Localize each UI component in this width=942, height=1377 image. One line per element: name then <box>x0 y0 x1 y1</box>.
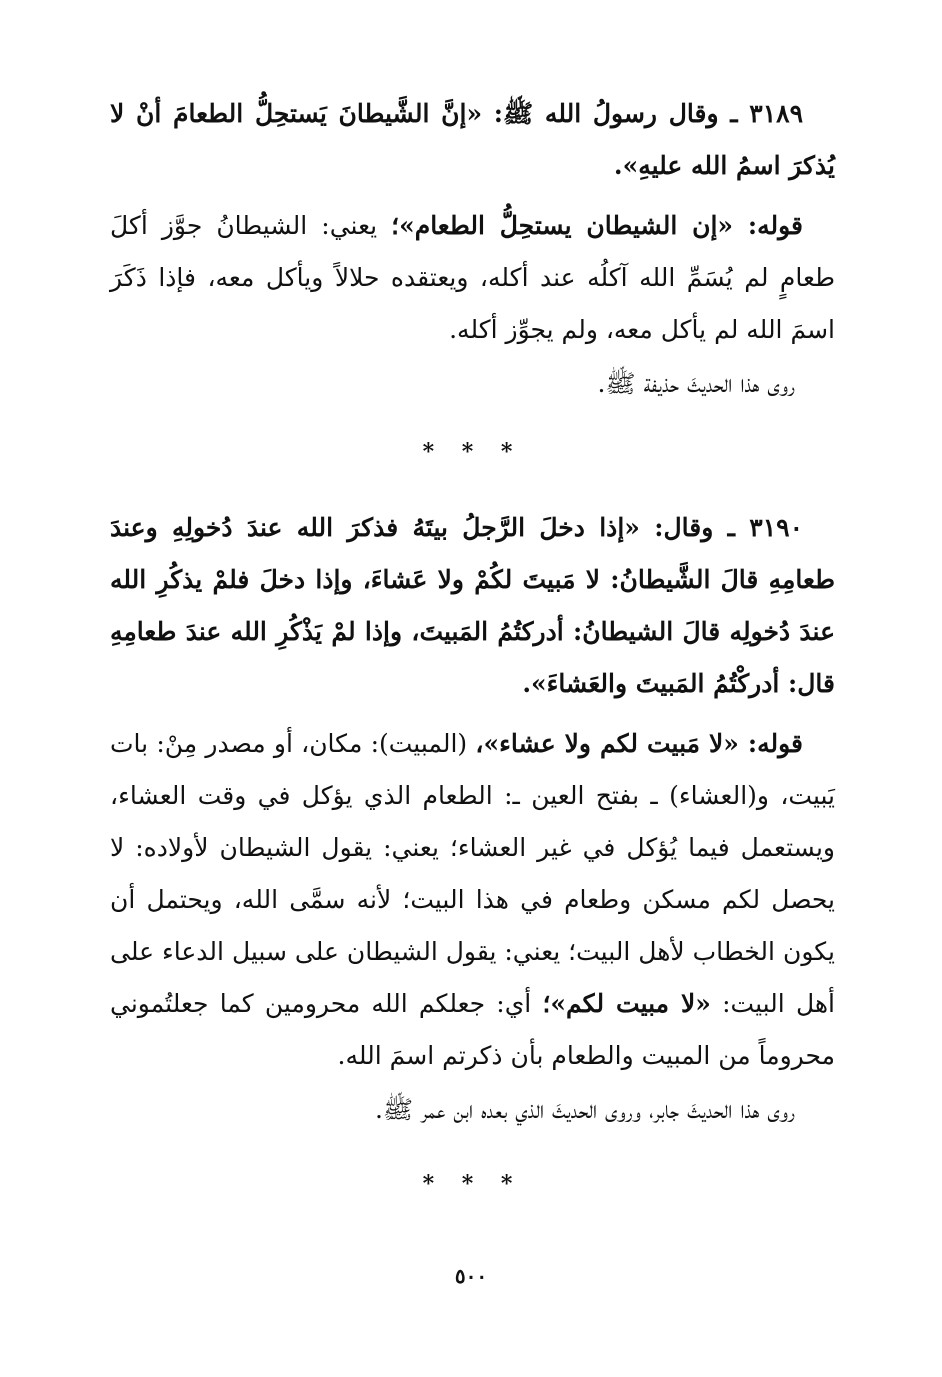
section-separator: * * * <box>422 439 523 465</box>
narrator-3189: روى هذا الحديثَ حذيفة ﷺ. <box>597 369 795 398</box>
section-separator: * * * <box>422 1171 523 1197</box>
commentary-3189-text: يعني: الشيطانُ جوَّز أكلَ طعامٍ لم يُسَمِّ الله آكلُه عند أكله، ويعتقده حلالاً ويأكل معه، فإذا ذَكَرَ اسمَ الله لم يأكل معه، ولم يجوِّز أكله. <box>110 211 835 344</box>
hadith-3190-text: ٣١٩٠ ـ وقال: «إذا دخلَ الرَّجلُ بيتَهُ فذكرَ الله عندَ دُخولِهِ وعندَ طعامِهِ قالَ الشَّيطانُ: لا مَبيتَ لكُمْ ولا عَشاءَ، وإذا دخلَ فلمْ يذكُرِ الله عندَ دُخولِه قالَ الشيطانُ: أدركتُمُ المَبيتَ، وإذا لمْ يَذْكُرِ الله عندَ طعامِهِ قال: أدركْتُمُ المَبيتَ والعَشاءَ». <box>110 513 835 698</box>
commentary-3190-quote: «لا مبيت لكم»؛ <box>542 989 711 1018</box>
commentary-3189-lead: قوله: «إن الشيطان يستحِلُّ الطعام»؛ <box>391 211 803 240</box>
page-body <box>110 88 835 1234</box>
page-number: ٥٠٠ <box>454 1264 488 1288</box>
commentary-3190-text: (المبيت): مكان، أو مصدر مِنْ: بات يَبيت، و(العشاء) ـ بفتح العين ـ: الطعام الذي يؤكل في وقت العشاء، ويستعمل فيما يُؤكل في غير العشاء؛ يعني: يقول الشيطان لأولاده: لا يحصل لكم مسكن وطعام في هذا البيت؛ لأنه سمَّى الله، ويحتمل أن يكون الخطاب لأهل البيت؛ يعني: يقول الشيطان على سبيل الدعاء على أهل البيت: <box>110 729 836 1018</box>
hadith-3189-text: ٣١٨٩ ـ وقال رسولُ الله ﷺ: «إنَّ الشَّيطانَ يَستحِلُّ الطعامَ أنْ لا يُذكرَ اسمُ الله عليهِ». <box>110 99 835 180</box>
commentary-3190-lead: قوله: «لا مَبيت لكم ولا عشاء»، <box>475 729 803 758</box>
commentary-3190 <box>110 718 835 1082</box>
commentary-3190-tail: أي: جعلكم الله محرومين كما جعلتُموني محروماً من المبيت والطعام بأن ذكرتم اسمَ الله. <box>110 989 835 1070</box>
narrator-3190: روى هذا الحديثَ جابر، وروى الحديثَ الذي بعده ابن عمر ﷺ. <box>374 1095 795 1124</box>
commentary-3189 <box>110 200 835 356</box>
